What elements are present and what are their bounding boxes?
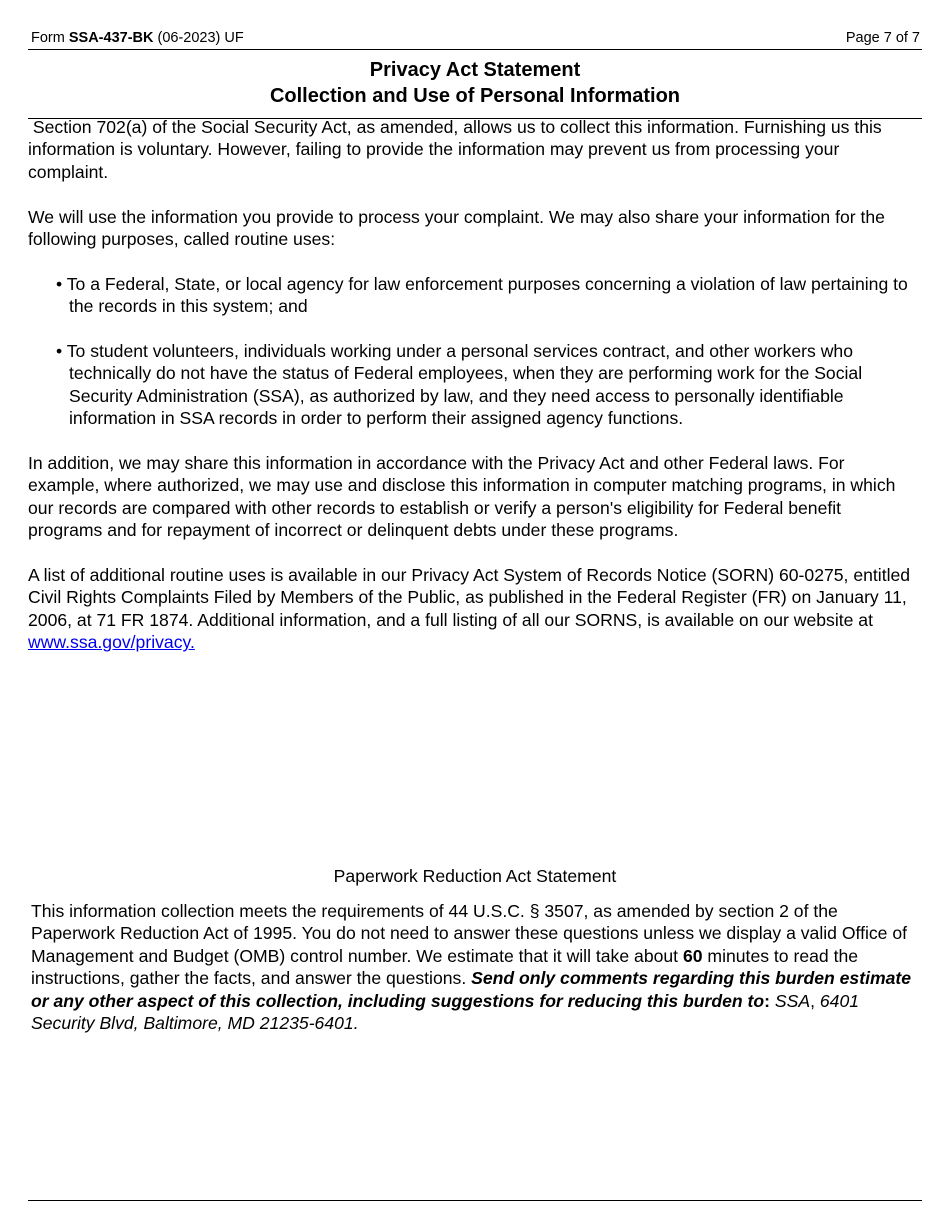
agency-name: SSA (770, 990, 811, 1011)
list-item: • To student volunteers, individuals working under a personal services contract, and other workers who technically do not have the status of Federal employees, when they are performing work for the Social Security Administration (SSA), as authorized by law, and they need access to personally identifiable information in SSA records in order to perform their assigned agency functions. (56, 341, 863, 429)
page-number: Page 7 of 7 (845, 30, 920, 46)
privacy-paragraph-1: Section 702(a) of the Social Security Act, as amended, allows us to collect this information. Furnishing us this information is voluntary. However, failing to provide the information may prevent us from processing your complaint. (28, 117, 887, 182)
privacy-act-body (28, 116, 918, 676)
form-header (28, 28, 922, 50)
comments-instruction: Send only comments regarding this burden estimate or any other aspect of this collection, including suggestions for reducing this burden to (31, 968, 912, 1011)
estimate-minutes: 60 (682, 945, 703, 966)
title-line-2: Collection and Use of Personal Information (269, 85, 681, 107)
privacy-paragraph-4: A list of additional routine uses is available in our Privacy Act System of Records Notice (SORN) 60-0275, entitled Civil Rights Complaints Filed by Members of the Public, as published in the Federal Register (FR) on January 11, 2006, at 71 FR 1874. Additional information, and a full listing of all our SORNS, is available on our website at www.ssa.gov/privacy. (28, 565, 911, 653)
privacy-link[interactable]: www.ssa.gov/privacy. (28, 632, 195, 653)
list-item: • To a Federal, State, or local agency for law enforcement purposes concerning a violation of law pertaining to the records in this system; and (56, 273, 908, 317)
title-line-1: Privacy Act Statement (369, 59, 581, 81)
form-number: SSA-437-BK (68, 30, 154, 46)
routine-uses-list (28, 273, 918, 430)
privacy-paragraph-3: In addition, we may share this information in accordance with the Privacy Act and other Federal laws. For example, where authorized, we may use and disclose this information in computer matching programs, in which our records are compared with other records to establish or verify a person's eligibility for Federal benefit programs and for repayment of incorrect or delinquent debts under these programs. (28, 453, 896, 541)
pra-title: Paperwork Reduction Act Statement (333, 866, 617, 886)
page-title (28, 57, 922, 119)
pra-paragraph: This information collection meets the requirements of 44 U.S.C. § 3507, as amended by section 2 of the Paperwork Reduction Act of 1995. You do not need to answer these questions unless we display a valid Office of Management and Budget (OMB) control number. We estimate that it will take about 60 minutes to read the instructions, gather the facts, and answer the questions. Send only comments regarding this burden estimate or any other aspect of this collection, including suggestions for reducing this burden to: SSA, 6401 Security Blvd, Baltimore, MD 21235-6401. (31, 901, 912, 1034)
mailing-address: 6401 Security Blvd, Baltimore, MD 21235-6401. (31, 990, 860, 1034)
form-identifier: Form SSA-437-BK (06-2023) UF (31, 30, 244, 46)
footer-divider (28, 1200, 922, 1201)
privacy-paragraph-2: We will use the information you provide to process your complaint. We may also share your information for the following purposes, called routine uses: (28, 206, 885, 250)
